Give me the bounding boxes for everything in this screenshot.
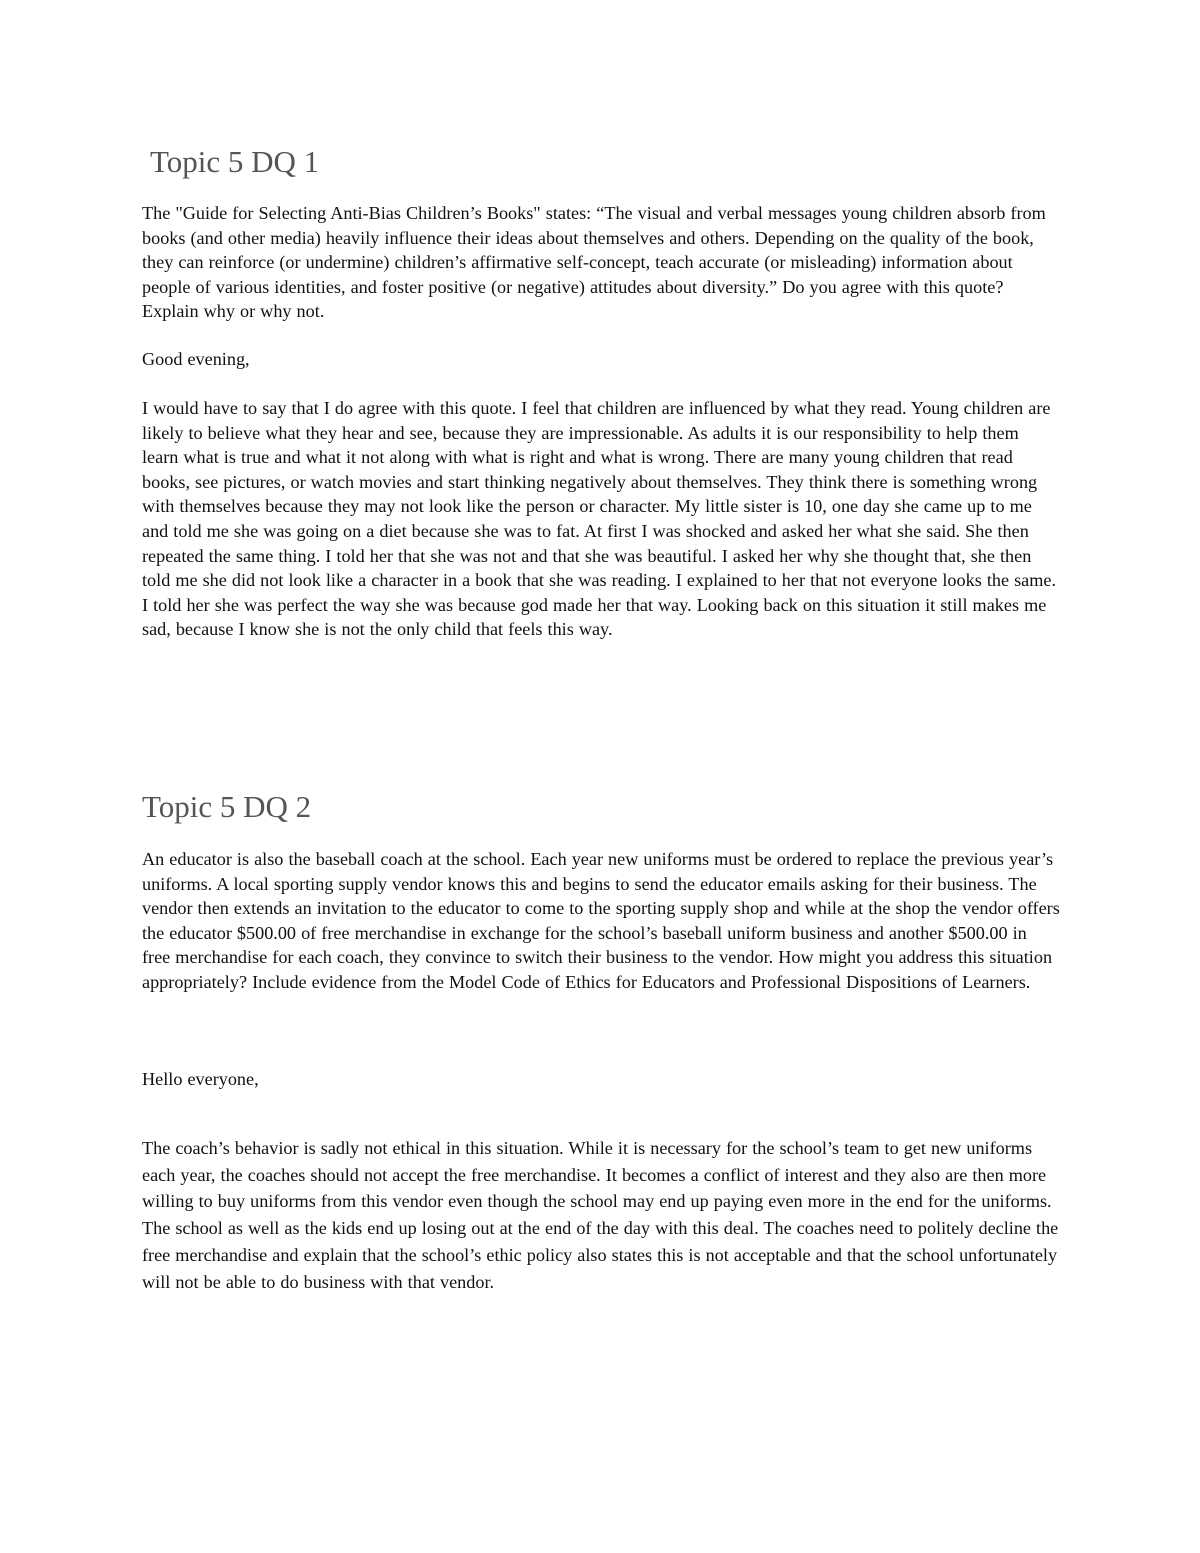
dq1-title: Topic 5 DQ 1 bbox=[150, 144, 320, 179]
dq2-title: Topic 5 DQ 2 bbox=[142, 789, 312, 824]
dq2-greeting: Hello everyone, bbox=[142, 1069, 259, 1089]
dq2-response: The coach’s behavior is sadly not ethical in this situation. While it is necessary for the school’s team to get new uniforms each year, the coaches should not accept the free merchandise. It becomes a conflict of interest and they also are then more willing to buy uniforms from this vendor even though the school may end up paying even more in the end for the uniforms. The school as well as the kids end up losing out at the end of the day with this deal. The coaches need to politely decline the free merchandise and explain that the school’s ethic policy also states this is not acceptable and that the school unfortunately will not be able to do business with that vendor. bbox=[142, 1138, 1059, 1292]
dq1-greeting: Good evening, bbox=[142, 349, 250, 369]
dq1-response: I would have to say that I do agree with this quote. I feel that children are influenced by what they read. Young children are likely to believe what they hear and see, because they are impressionable. As adults it is our responsibility to help them learn what is true and what it not along with what is right and what is wrong. There are many young children that read books, see pictures, or watch movies and start thinking negatively about themselves. They think there is something wrong with themselves because they may not look like the person or character. My little sister is 10, one day she came up to me and told me she was going on a diet because she was to fat. At first I was shocked and asked her what she said. She then repeated the same thing. I told her that she was not and that she was beautiful. I asked her why she thought that, she then told me she did not look like a character in a book that she was reading. I explained to her that not everyone looks the same. I told her she was perfect the way she was because god made her that way. Looking back on this situation it still makes me sad, because I know she is not the only child that feels this way. bbox=[142, 398, 1057, 640]
dq2-prompt: An educator is also the baseball coach at the school. Each year new uniforms must be ordered to replace the previous year’s uniforms. A local sporting supply vendor knows this and begins to send the educator emails asking for their business. The vendor then extends an invitation to the educator to come to the sporting supply shop and while at the shop the vendor offers the educator $500.00 of free merchandise in exchange for the school’s baseball uniform business and another $500.00 in free merchandise for each coach, they convince to switch their business to the vendor. How might you address this situation appropriately? Include evidence from the Model Code of Ethics for Educators and Professional Dispositions of Learners. bbox=[142, 849, 1060, 992]
dq1-prompt: The "Guide for Selecting Anti-Bias Children’s Books" states: “The visual and verbal messages young children absorb from books (and other media) heavily influence their ideas about themselves and others. Depending on the quality of the book, they can reinforce (or undermine) children’s affirmative self-concept, teach accurate (or misleading) information about people of various identities, and foster positive (or negative) attitudes about diversity.” Do you agree with this quote? Explain why or why not. bbox=[142, 203, 1046, 322]
